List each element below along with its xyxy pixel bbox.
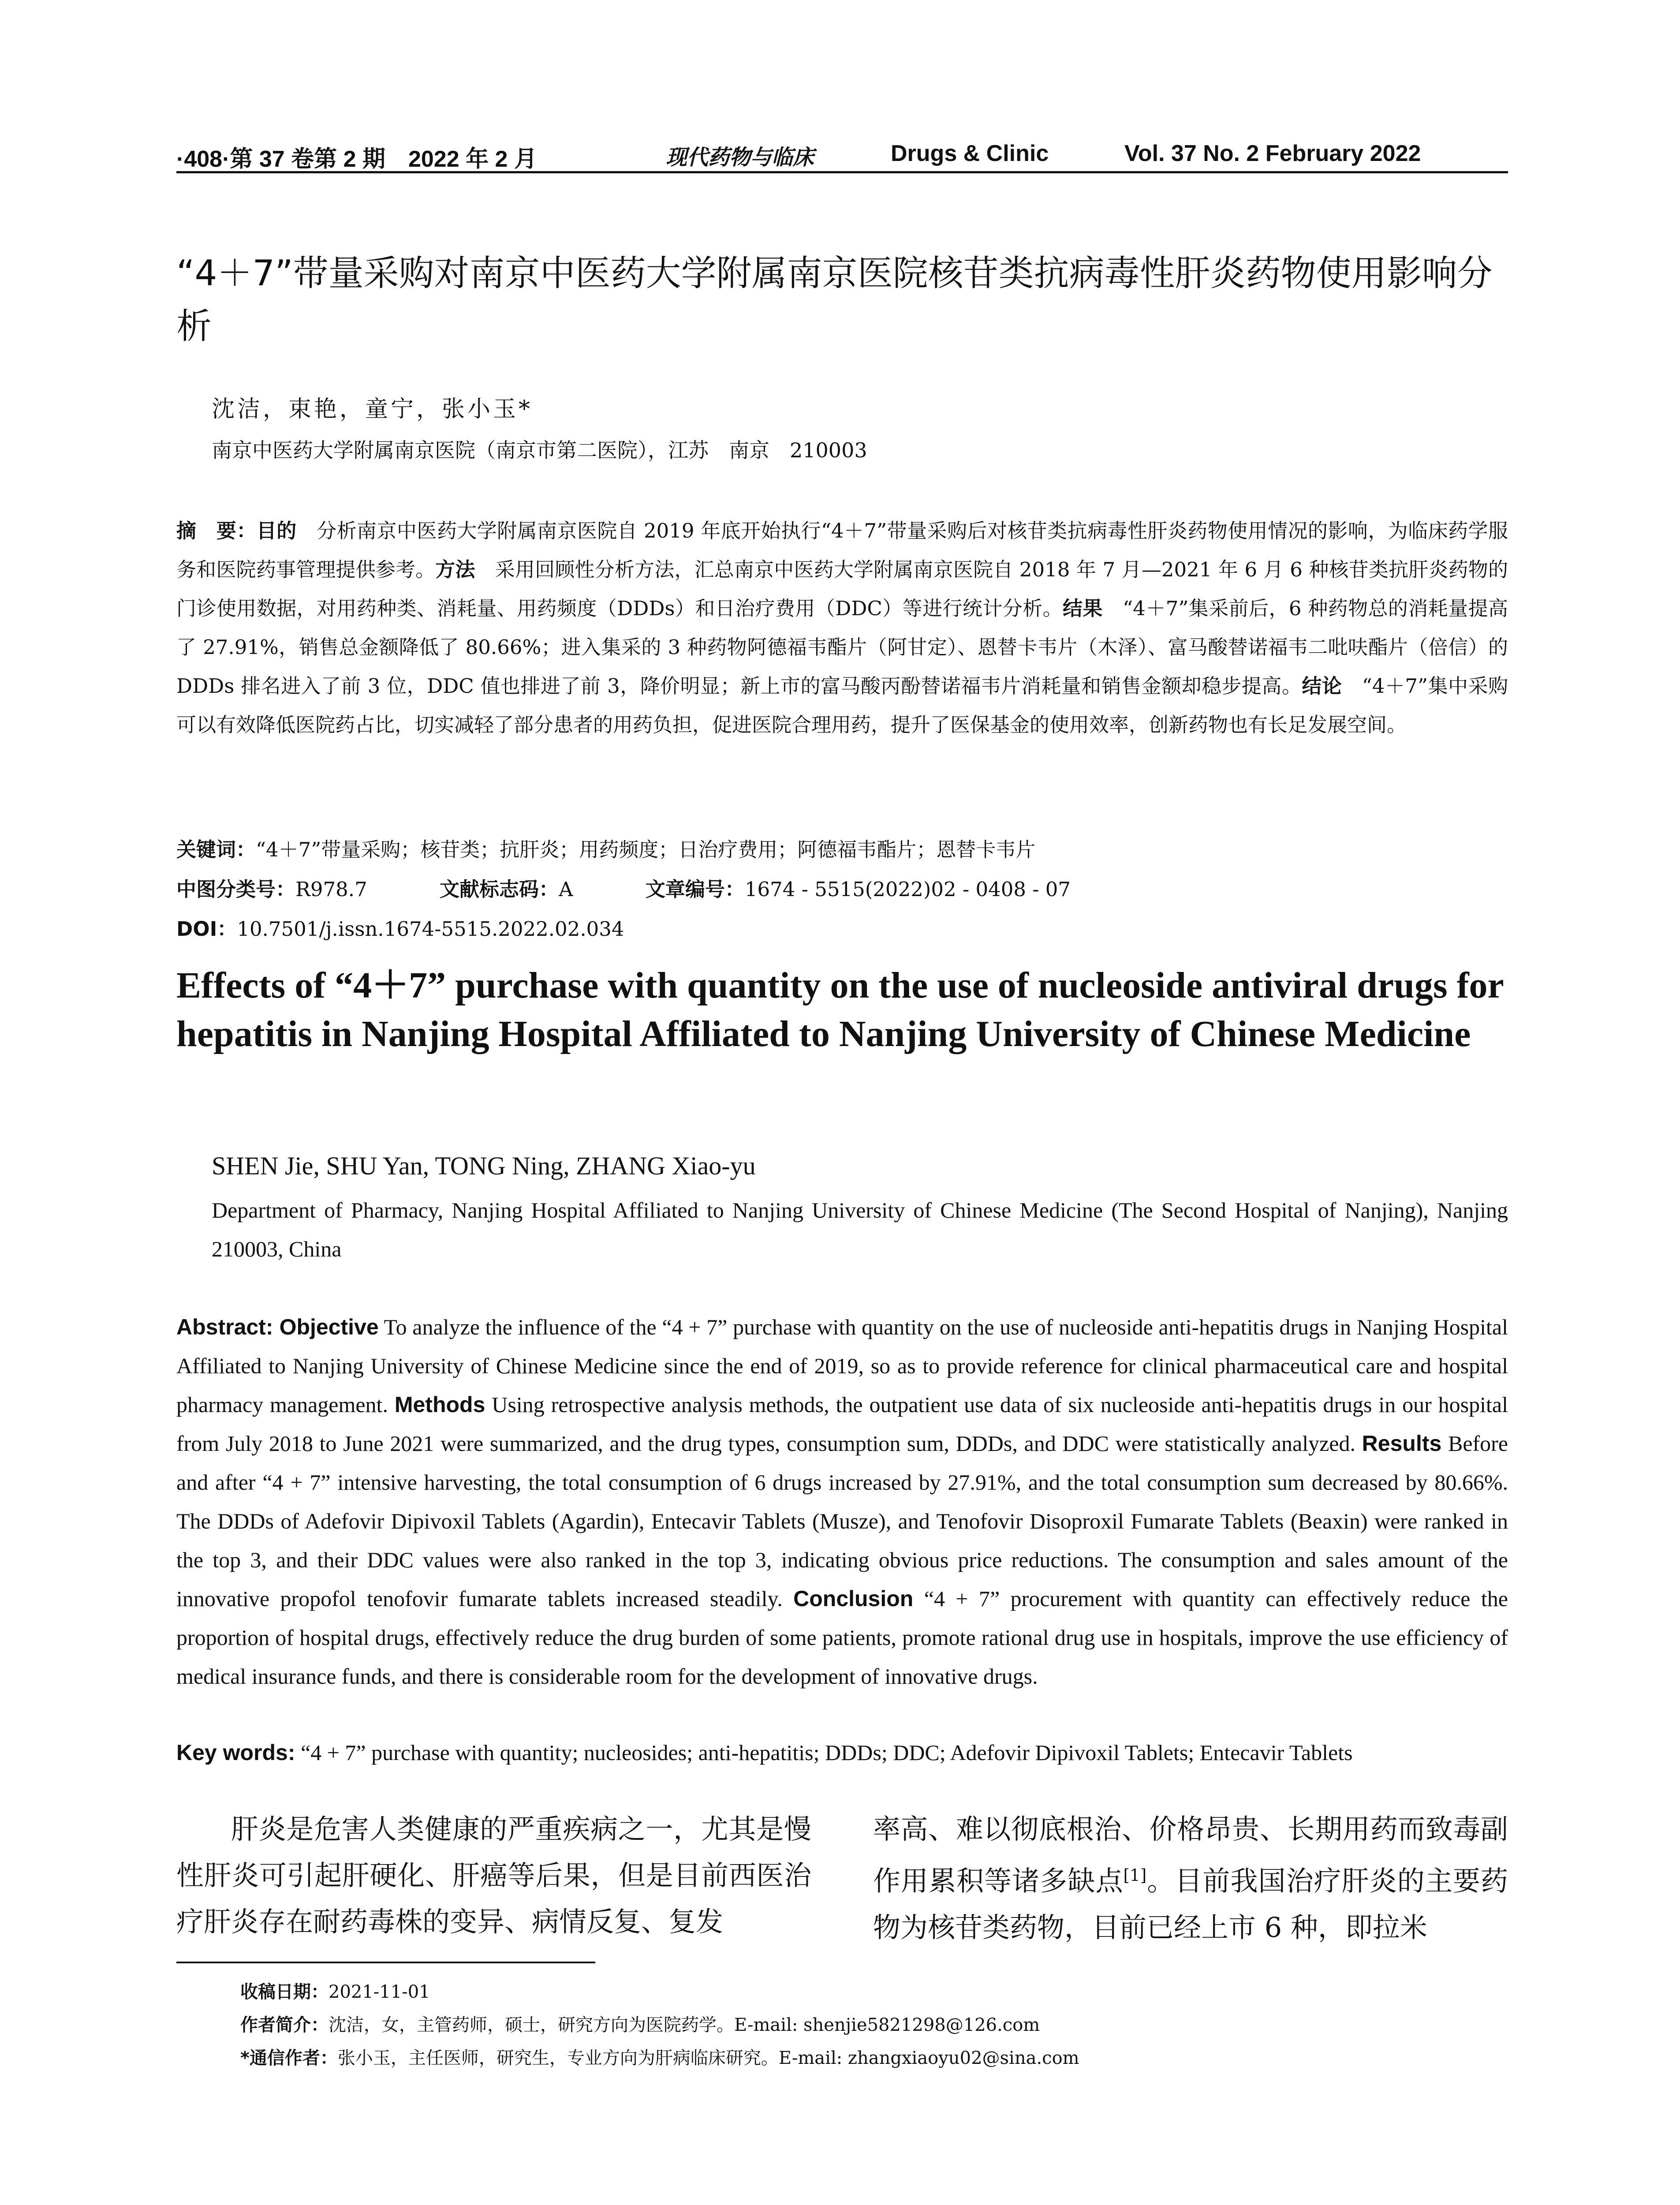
methods-cn-text: 采用回顾性分析方法，汇总南京中医药大学附属南京医院自 2018 年 7 月—2021 年 6 月 6 种核苷类抗肝炎药物的门诊使用数据，对用药种类、消耗量、用药频度（DDDs）和日治疗费用（DDC）等进行统计分析。 — [176, 558, 1508, 620]
author-bio: 沈洁，女，主管药师，硕士，研究方向为医院药学。E-mail: shenjie5821298@126.com — [329, 2015, 1040, 2035]
results-en-text: Before and after “4 + 7” intensive harvesting, the total consumption of 6 drugs increased by 27.91%, and the total consumption sum decreased by 80.66%. The DDDs of Adefovir Dipivoxil Tablets (Agardin), Entecavir Tablets (Musze), and Tenofovir Disoproxil Fumarate Tablets (Beaxin) were ranked in the top 3, and their DDC values were also ranked in the top 3, indicating obvious price reductions. The consumption and sales amount of the innovative propofol tenofovir fumarate tablets increased steadily. — [176, 1431, 1508, 1611]
abstract-cn — [176, 512, 1508, 744]
doi-label: DOI： — [176, 917, 237, 941]
corresponding-label: *通信作者： — [240, 2048, 338, 2068]
body-left-column: 肝炎是危害人类健康的严重疾病之一，尤其是慢性肝炎可引起肝硬化、肝癌等后果，但是目前西医治疗肝炎存在耐药毒株的变异、病情反复、复发 — [176, 1813, 811, 1938]
received-date: 2021-11-01 — [329, 1982, 430, 2002]
footnote-received — [240, 1976, 1079, 2009]
header-volume-en: Vol. 37 No. 2 February 2022 — [1124, 141, 1421, 166]
classification-line — [176, 873, 1071, 902]
conclusion-cn-label: 结论 — [1302, 674, 1342, 698]
objective-cn-label: 目的 — [256, 519, 297, 542]
doc-code-value: A — [559, 878, 573, 901]
article-no-label: 文章编号： — [645, 878, 745, 901]
keywords-en-text: “4 + 7” purchase with quantity; nucleosides; anti-hepatitis; DDDs; DDC; Adefovir Dipivoxil Tablets; Entecavir Tablets — [295, 1740, 1353, 1765]
title-en: Effects of “4＋7” purchase with quantity on the use of nucleoside antiviral drugs for hepatitis in Nanjing Hospital Affiliated to Nanjing University of Chinese Medicine — [176, 965, 1504, 1054]
body-right-text-b: 。目前我国治疗肝炎的主要药物为核苷类药物，目前已经上市 6 种，即拉米 — [873, 1865, 1508, 1943]
author-bio-label: 作者简介： — [240, 2015, 329, 2035]
results-en-label: Results — [1362, 1431, 1442, 1456]
authors-cn: 沈洁，束艳，童宁，张小玉* — [212, 396, 533, 422]
conclusion-en-text: “4 + 7” procurement with quantity can effectively reduce the proportion of hospital drugs, effectively reduce the drug burden of some patients, promote rational drug use in hospitals, improve the use efficiency of medical insurance funds, and there is considerable room for the development of innovative drugs. — [176, 1586, 1508, 1689]
objective-cn-text: 分析南京中医药大学附属南京医院自 2019 年底开始执行“4＋7”带量采购后对核苷类抗病毒性肝炎药物使用情况的影响，为临床药学服务和医院药事管理提供参考。 — [176, 519, 1508, 581]
abstract-en — [176, 1308, 1508, 1696]
footnote-divider — [176, 1962, 595, 1963]
keywords-cn-text: “4＋7”带量采购；核苷类；抗肝炎；用药频度；日治疗费用；阿德福韦酯片；恩替卡韦片 — [256, 838, 1036, 861]
footnotes — [240, 1976, 1079, 2075]
results-cn-text: “4＋7”集采前后，6 种药物总的消耗量提高了 27.91%，销售总金额降低了 80.66%；进入集采的 3 种药物阿德福韦酯片（阿甘定）、恩替卡韦片（木泽）、富马酸替诺福韦二吡呋酯片（倍信）的 DDDs 排名进入了前 3 位，DDC 值也排进了前 3，降价明显；新上市的富马酸丙酚替诺福韦片消耗量和销售金额却稳步提高。 — [176, 597, 1508, 698]
abstract-cn-label: 摘 要： — [176, 519, 257, 542]
header-journal-cn: 现代药物与临床 — [666, 145, 814, 170]
doc-code-label: 文献标志码： — [440, 878, 559, 901]
clc-value: R978.7 — [295, 878, 367, 901]
footnote-corresponding — [240, 2042, 1079, 2075]
doi-line — [176, 913, 624, 942]
running-header — [176, 140, 1508, 173]
body-right-column — [873, 1806, 1508, 1951]
article-no-value: 1674 - 5515(2022)02 - 0408 - 07 — [744, 878, 1071, 901]
keywords-cn — [176, 833, 1035, 862]
authors-en: SHEN Jie, SHU Yan, TONG Ning, ZHANG Xiao-yu — [212, 1151, 756, 1180]
results-cn-label: 结果 — [1063, 597, 1103, 620]
body-right-text-a: 率高、难以彻底根治、价格昂贵、长期用药而致毒副作用累积等诸多缺点 — [873, 1813, 1508, 1897]
methods-cn-label: 方法 — [435, 558, 475, 581]
conclusion-cn-text: “4＋7”集中采购可以有效降低医院药占比，切实减轻了部分患者的用药负担，促进医院合理用药，提升了医保基金的使用效率，创新药物也有长足发展空间。 — [176, 674, 1508, 736]
affiliation-en: Department of Pharmacy, Nanjing Hospital Affiliated to Nanjing University of Chinese Medicine (The Second Hospital of Nanjing), Nanjing 210003, China — [212, 1198, 1508, 1261]
abstract-en-label: Abstract: Objective — [176, 1315, 379, 1339]
received-label: 收稿日期： — [240, 1982, 329, 2002]
objective-en-text: To analyze the influence of the “4 + 7” purchase with quantity on the use of nucleoside anti-hepatitis drugs in Nanjing Hospital Affiliated to Nanjing University of Chinese Medicine since the end of 2019, so as to provide reference for clinical pharmaceutical care and hospital pharmacy management. — [176, 1315, 1508, 1417]
footnote-author — [240, 2009, 1079, 2042]
header-journal-en: Drugs & Clinic — [891, 141, 1049, 166]
methods-en-text: Using retrospective analysis methods, the outpatient use data of six nucleoside anti-hepatitis drugs in our hospital from July 2018 to June 2021 were summarized, and the drug types, consumption sum, DDDs, and DDC were statistically analyzed. — [176, 1392, 1508, 1456]
methods-en-label: Methods — [394, 1392, 485, 1417]
citation-ref[interactable]: [1] — [1123, 1865, 1147, 1885]
keywords-cn-label: 关键词： — [176, 838, 256, 861]
affiliation-cn: 南京中医药大学附属南京医院（南京市第二医院），江苏 南京 210003 — [212, 438, 867, 462]
clc-label: 中图分类号： — [176, 878, 296, 901]
keywords-en — [176, 1740, 1543, 1765]
header-page-info: ·408·第 37 卷第 2 期 2022 年 2 月 — [176, 146, 537, 172]
conclusion-en-label: Conclusion — [793, 1586, 914, 1611]
corresponding-author: 张小玉，主任医师，研究生，专业方向为肝病临床研究。E-mail: zhangxiaoyu02@sina.com — [337, 2048, 1079, 2068]
keywords-en-label: Key words: — [176, 1740, 295, 1765]
title-cn: “4＋7”带量采购对南京中医药大学附属南京医院核苷类抗病毒性肝炎药物使用影响分析 — [176, 253, 1493, 347]
doi-value: 10.7501/j.issn.1674-5515.2022.02.034 — [237, 917, 624, 941]
